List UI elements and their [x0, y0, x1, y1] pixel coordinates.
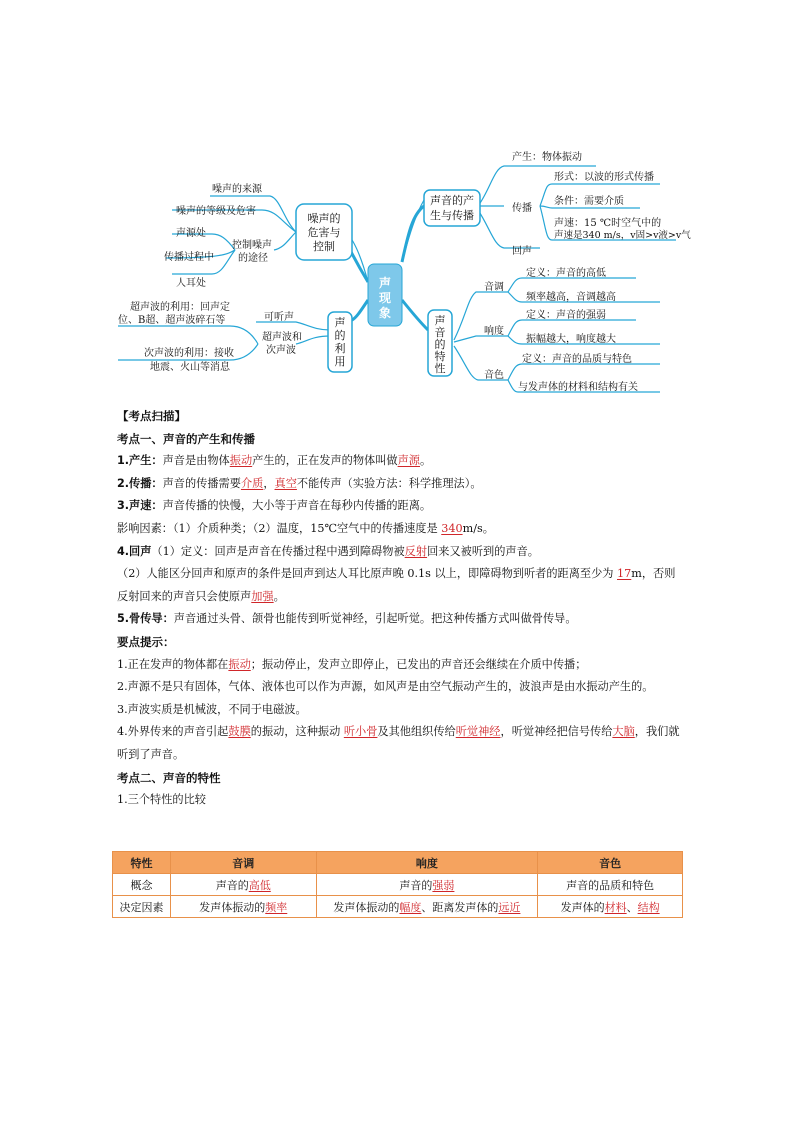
- mind-use-ultra-infra-2: 次声波: [266, 345, 296, 356]
- mind-noise-ctrl-1: 声源处: [176, 228, 206, 239]
- mind-use-title-4: 用: [334, 355, 346, 368]
- mind-traits-pitch-rule: 频率越高，音调越高: [526, 292, 616, 303]
- header-loudness: 响度: [316, 852, 538, 874]
- header-timbre: 音色: [538, 852, 683, 874]
- answer-ossicles: 听小骨: [343, 725, 378, 739]
- point-speed-factors: 影响因素：（1）介质种类；（2）温度，15℃空气中的传播速度是 340m/s。: [117, 521, 494, 535]
- cell-pitch-factor: 发声体振动的频率: [170, 896, 316, 918]
- answer-reflection: 反射: [404, 544, 428, 558]
- answer-17: 17: [617, 567, 632, 581]
- mind-production-title-1: 声音的产: [430, 194, 474, 207]
- answer-tip-vibration: 振动: [228, 657, 251, 671]
- answer-340: 340: [441, 521, 463, 535]
- mind-use-infra-1: 次声波的利用：接收: [144, 348, 234, 359]
- mind-traits-title-4: 特: [434, 350, 446, 363]
- mind-noise-sources: 噪声的来源: [212, 184, 262, 195]
- mind-traits-loudness-def: 定义：声音的强弱: [526, 310, 606, 321]
- cell-loudness-factor: 发声体振动的幅度、距离发声体的远近: [316, 896, 538, 918]
- table-header-row: [113, 852, 683, 874]
- mind-noise-ctrl-3: 人耳处: [176, 278, 206, 289]
- mind-noise-levels: 噪声的等级及危害: [176, 206, 256, 217]
- mind-production-speed-1: 声速：15 ℃时空气中的: [554, 218, 662, 229]
- mind-traits-timbre-def: 定义：声音的品质与特色: [522, 354, 632, 365]
- mind-production-form: 形式：以波的形式传播: [554, 172, 654, 183]
- mind-use-title-1: 声: [334, 316, 346, 329]
- mind-noise-title-3: 控制: [313, 240, 335, 253]
- mind-production-title-2: 生与传播: [430, 209, 474, 222]
- table-row: [113, 874, 683, 896]
- answer-eardrum: 鼓膜: [228, 725, 251, 739]
- row-label-factor: 决定因素: [113, 896, 171, 918]
- mind-center-2: 现: [378, 291, 392, 305]
- cell-timbre-factor: 发声体的材料、结构: [538, 896, 683, 918]
- mind-traits-pitch-def: 定义：声音的高低: [526, 268, 606, 279]
- study-notes: [117, 405, 682, 812]
- tip-2: 2.声源不是只有固体，气体、液体也可以作为声源，如风声是由空气振动产生的，波浪声是由水振动产生的。: [117, 680, 654, 694]
- mind-traits-pitch: 音调: [484, 282, 504, 293]
- mind-noise-title-1: 噪声的: [307, 212, 341, 225]
- mind-center-1: 声: [378, 276, 392, 290]
- point-echo-condition: （2）人能区分回声和原声的条件是回声到达人耳比原声晚 0.1s 以上，即障碍物到听者的距离至少为 17m，否则反射回来的声音只会使原声加强。: [117, 567, 676, 603]
- comparison-caption: 1.三个特性的比较: [117, 793, 206, 807]
- section-2-title: 考点二、声音的特性: [117, 770, 221, 785]
- mind-use-audible: 可听声: [264, 312, 294, 323]
- tip-1: 1.正在发声的物体都在振动；振动停止，发声立即停止，已发出的声音还会继续在介质中传播；: [117, 657, 587, 671]
- section-1-title: 考点一、声音的产生和传播: [117, 431, 255, 446]
- mind-traits-title-5: 性: [434, 362, 446, 375]
- mind-production-echo: 回声: [512, 246, 532, 257]
- mind-noise-control-2: 的途径: [238, 253, 268, 264]
- point-speed: 3.声速：声音传播的快慢，大小等于声音在每秒内传播的距离。: [117, 499, 432, 513]
- point-production: 1.产生：声音是由物体振动产生的，正在发声的物体叫做声源。: [117, 454, 432, 468]
- mind-map: [0, 0, 794, 400]
- scan-title: 【考点扫描】: [117, 409, 186, 423]
- answer-auditory-nerve: 听觉神经: [455, 725, 501, 739]
- cell-pitch-concept: 声音的高低: [170, 874, 316, 896]
- mind-use-ultra-2: 位、B超、超声波碎石等: [118, 315, 226, 326]
- mind-noise-title-2: 危害与: [307, 226, 341, 239]
- mind-traits-loudness: 响度: [484, 326, 504, 337]
- mind-noise-control-1: 控制噪声: [232, 240, 272, 251]
- point-bone-conduction: 5.骨传导：声音通过头骨、颌骨也能传到听觉神经，引起听觉。把这种传播方式叫做骨传导。: [117, 612, 577, 626]
- mind-traits-title-3: 的: [434, 338, 446, 351]
- answer-medium: 介质: [240, 476, 264, 490]
- mind-use-infra-2: 地震、火山等消息: [150, 362, 230, 373]
- mind-traits-timbre-rule: 与发声体的材料和结构有关: [518, 382, 638, 393]
- row-label-concept: 概念: [113, 874, 171, 896]
- mind-production-produce: 产生：物体振动: [512, 152, 582, 163]
- mind-center-3: 象: [378, 306, 392, 320]
- answer-vibration: 振动: [229, 454, 253, 468]
- cell-timbre-concept: 声音的品质和特色: [538, 874, 683, 896]
- mind-use-title-3: 利: [334, 342, 346, 355]
- mind-traits-title-1: 声: [434, 314, 446, 327]
- mind-production-medium: 条件：需要介质: [554, 196, 624, 207]
- mind-use-title-2: 的: [334, 329, 346, 342]
- tips-title: 要点提示：: [117, 634, 175, 649]
- mind-traits-timbre: 音色: [484, 370, 504, 381]
- header-trait: 特性: [113, 852, 171, 874]
- tip-4: 4.外界传来的声音引起鼓膜的振动，这种振动 听小骨及其他组织传给听觉神经，听觉神经把信号传给大脑，我们就听到了声音。: [117, 725, 680, 761]
- mind-use-ultra-1: 超声波的利用：回声定: [130, 302, 230, 313]
- mind-noise-ctrl-2: 传播过程中: [164, 252, 214, 263]
- tip-3: 3.声波实质是机械波，不同于电磁波。: [117, 702, 307, 716]
- answer-sound-source: 声源: [397, 454, 420, 468]
- header-pitch: 音调: [170, 852, 316, 874]
- point-propagation: 2.传播：声音的传播需要介质，真空不能传声（实验方法：科学推理法）。: [117, 476, 482, 490]
- answer-brain: 大脑: [612, 725, 635, 739]
- mind-traits-title-2: 音: [434, 326, 446, 339]
- cell-loudness-concept: 声音的强弱: [316, 874, 538, 896]
- answer-strengthen: 加强: [251, 589, 274, 603]
- mind-production-spread: 传播: [512, 203, 532, 214]
- point-echo: 4.回声（1）定义：回声是声音在传播过程中遇到障碍物被反射回来又被听到的声音。: [117, 544, 539, 558]
- traits-comparison-table: [112, 851, 683, 918]
- table-row: [113, 896, 683, 918]
- mind-use-ultra-infra-1: 超声波和: [262, 332, 302, 343]
- mind-production-speed-2: 声速是340 m/s，v固>v液>v气: [554, 230, 691, 241]
- answer-vacuum: 真空: [274, 476, 297, 490]
- mind-traits-loudness-rule: 振幅越大，响度越大: [526, 334, 616, 345]
